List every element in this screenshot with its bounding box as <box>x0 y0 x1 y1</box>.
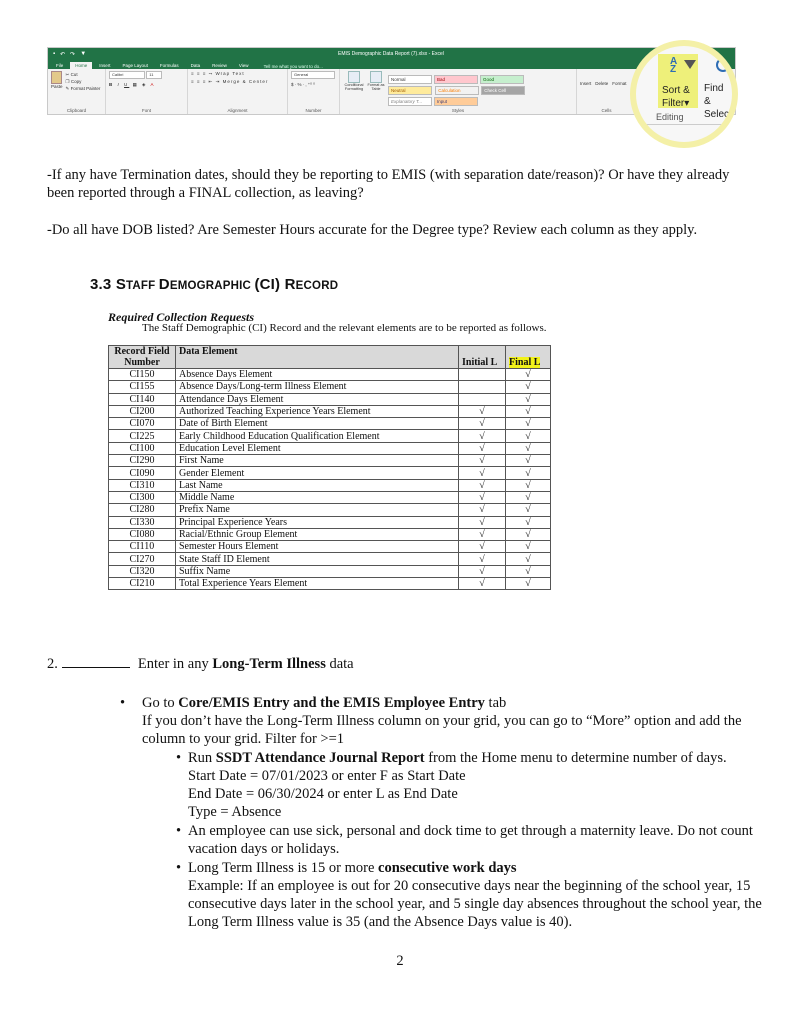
style-normal: Normal <box>388 75 432 84</box>
sub1-text-bold: SSDT Attendance Journal Report <box>215 750 425 766</box>
tab-page-layout: Page Layout <box>122 63 148 68</box>
final-l-cell: √ <box>506 528 551 540</box>
final-l-cell: √ <box>506 430 551 442</box>
initial-l-cell <box>459 381 506 393</box>
final-l-cell: √ <box>506 553 551 565</box>
cells-group <box>577 69 637 114</box>
format-painter-icon: ✎ <box>65 86 70 91</box>
find-magnifier-icon <box>716 58 730 72</box>
font-group <box>106 69 188 114</box>
data-element-cell: Absence Days Element <box>176 369 459 381</box>
col-initial-l: Initial L <box>459 346 506 369</box>
cut-icon: ✂ <box>65 72 70 77</box>
initial-l-cell: √ <box>459 528 506 540</box>
copy-label: Copy <box>70 79 82 84</box>
data-element-cell: Gender Element <box>176 467 459 479</box>
font-format-icons: B I U ▦ ◈ A <box>109 82 156 87</box>
cut-label: Cut <box>70 72 78 77</box>
lens-divider <box>636 124 732 125</box>
record-field-cell: CI070 <box>109 418 176 430</box>
format-painter-label: Format Painter <box>70 86 101 91</box>
initial-l-cell: √ <box>459 467 506 479</box>
cell-styles <box>387 71 567 112</box>
format-as-table-icon <box>370 71 382 83</box>
data-element-cell: Last Name <box>176 479 459 491</box>
table-row <box>109 418 551 430</box>
record-field-cell: CI155 <box>109 381 176 393</box>
final-l-cell: √ <box>506 405 551 417</box>
editing-group-label: Editing <box>656 112 684 122</box>
table-row <box>109 442 551 454</box>
merge-center-label: Merge & Center <box>222 79 269 84</box>
tell-me-box: Tell me what you want to do... <box>263 64 323 69</box>
excel-title-bar <box>48 48 735 60</box>
long-term-illness-example: Example: If an employee is out for 20 consecutive days near the beginning of the school year, 15 consecutive days later in the school year, and 5 single day absences throughout the school year, the Long Term Illness value is 35 (and the Absence Days value is 40). <box>188 878 762 930</box>
undo-icon: ↶ <box>60 51 66 58</box>
number-icons: $ · % · ‚ ⁺⁰ ⁰ <box>291 82 315 87</box>
final-l-cell: √ <box>506 418 551 430</box>
style-good: Good <box>480 75 524 84</box>
table-row <box>109 369 551 381</box>
record-field-cell: CI210 <box>109 578 176 590</box>
data-element-cell: Early Childhood Education Qualification Element <box>176 430 459 442</box>
tab-insert: Insert <box>99 63 111 68</box>
final-l-cell: √ <box>506 442 551 454</box>
data-element-cell: Attendance Days Element <box>176 393 459 405</box>
data-element-cell: Authorized Teaching Experience Years Element <box>176 405 459 417</box>
sub-bullet-dot: • <box>176 823 182 839</box>
paste-label: Paste <box>51 84 63 89</box>
format-as-table <box>365 71 387 112</box>
sub-bullet-attendance-report <box>188 749 788 821</box>
heading-part: EMOGRAPHIC <box>169 280 255 292</box>
initial-l-cell: √ <box>459 405 506 417</box>
initial-l-cell: √ <box>459 553 506 565</box>
initial-l-cell: √ <box>459 578 506 590</box>
filter-funnel-icon <box>684 60 696 69</box>
initial-l-cell: √ <box>459 442 506 454</box>
termination-question: -If any have Termination dates, should they be reporting to EMIS (with separation date/reason)? Or have they already been reported through a FINAL collection, as leaving? <box>47 167 730 201</box>
step-text-end: data <box>325 656 354 672</box>
start-date-line: Start Date = 07/01/2023 or enter F as Start Date <box>188 768 466 784</box>
sub-bullet-dot: • <box>176 750 182 766</box>
table-row <box>109 541 551 553</box>
record-field-cell: CI150 <box>109 369 176 381</box>
heading-part: TAFF <box>126 280 159 292</box>
conditional-formatting <box>343 71 365 112</box>
spec-subheading: Required Collection Requests <box>108 310 255 324</box>
table-row <box>109 578 551 590</box>
table-row <box>109 504 551 516</box>
record-field-cell: CI100 <box>109 442 176 454</box>
data-element-cell: Middle Name <box>176 491 459 503</box>
style-check-cell: Check Cell <box>481 86 525 95</box>
staff-demographic-table <box>108 345 551 590</box>
style-calculation: Calculation <box>435 86 479 95</box>
table-row <box>109 381 551 393</box>
table-header-row <box>109 346 551 369</box>
table-row <box>109 430 551 442</box>
tab-formulas: Formulas <box>159 63 179 68</box>
find-select-button <box>704 82 732 121</box>
initial-l-cell: √ <box>459 516 506 528</box>
sort-filter-button: A Z Sort & Filter▾ <box>658 54 698 108</box>
record-field-cell: CI300 <box>109 491 176 503</box>
record-field-cell: CI290 <box>109 455 176 467</box>
delete-cells-label: Delete <box>595 81 609 86</box>
record-field-cell: CI280 <box>109 504 176 516</box>
initial-l-cell <box>459 369 506 381</box>
data-element-cell: Suffix Name <box>176 565 459 577</box>
font-label: Font <box>141 108 151 113</box>
initial-l-cell: √ <box>459 491 506 503</box>
quick-access-toolbar <box>48 51 86 58</box>
window-title: EMIS Demographic Data Report (7).xlsx - Excel <box>338 51 444 57</box>
data-element-cell: Prefix Name <box>176 504 459 516</box>
data-element-cell: Racial/Ethnic Group Element <box>176 528 459 540</box>
tab-review: Review <box>212 63 227 68</box>
sub-bullet-dot: • <box>176 860 182 876</box>
final-l-cell: √ <box>506 541 551 553</box>
table-row <box>109 405 551 417</box>
styles-label: Styles <box>451 108 465 113</box>
clipboard-label: Clipboard <box>66 108 87 113</box>
heading-part: S <box>115 276 127 293</box>
final-l-cell: √ <box>506 455 551 467</box>
step-number: 2. <box>47 656 58 672</box>
bullet-text-end: tab <box>484 695 507 711</box>
record-field-cell: CI225 <box>109 430 176 442</box>
step-2 <box>47 655 354 673</box>
bullet-dot: • <box>120 695 126 711</box>
bullet-text-bold: Core/EMIS Entry and the EMIS Employee Entry <box>178 695 485 711</box>
final-l-cell: √ <box>506 369 551 381</box>
heading-part: (CI) <box>254 276 285 293</box>
spec-description: The Staff Demographic (CI) Record and the relevant elements are to be reported as follows. <box>142 322 547 334</box>
editing-zoom-lens <box>630 40 738 148</box>
style-bad: Bad <box>434 75 478 84</box>
data-element-cell: Date of Birth Element <box>176 418 459 430</box>
final-l-cell: √ <box>506 491 551 503</box>
heading-part: D <box>158 276 170 293</box>
tab-data: Data <box>190 63 201 68</box>
initial-l-cell: √ <box>459 418 506 430</box>
heading-part: R <box>284 276 296 293</box>
col-final-l <box>506 346 551 369</box>
step-text-bold: Long-Term Illness <box>212 656 326 672</box>
initial-l-cell: √ <box>459 430 506 442</box>
record-field-cell: CI270 <box>109 553 176 565</box>
table-row <box>109 491 551 503</box>
tab-file: File <box>56 63 64 68</box>
table-row <box>109 516 551 528</box>
initial-l-cell <box>459 393 506 405</box>
data-element-cell: State Staff ID Element <box>176 553 459 565</box>
final-l-cell: √ <box>506 467 551 479</box>
heading-number: 3.3 <box>90 276 116 293</box>
filter-icon: ▼ <box>80 50 87 57</box>
table-row <box>109 528 551 540</box>
final-l-cell: √ <box>506 393 551 405</box>
final-l-cell: √ <box>506 516 551 528</box>
table-row <box>109 455 551 467</box>
redo-icon: ↷ <box>70 51 76 58</box>
number-label: Number <box>305 108 322 113</box>
sub1-text-end: from the Home menu to determine number of days. <box>424 750 727 766</box>
data-element-cell: Absence Days/Long-term Illness Element <box>176 381 459 393</box>
sub3-text: Long Term Illness is 15 or more <box>188 860 379 876</box>
bullet-core-emis <box>142 694 782 748</box>
tab-home: Home <box>70 62 92 69</box>
col-data-element: Data Element <box>176 346 459 369</box>
style-input: Input <box>434 97 478 106</box>
final-l-highlight: Final L <box>509 357 541 368</box>
step-text: Enter in any <box>137 656 213 672</box>
initial-l-cell: √ <box>459 479 506 491</box>
sub-bullet-long-term-illness <box>188 859 783 931</box>
table-row <box>109 393 551 405</box>
initial-l-cell: √ <box>459 455 506 467</box>
spec-section-heading <box>90 276 338 293</box>
col-record-field: Record Field Number <box>109 346 176 369</box>
bullet-text: Go to <box>142 695 179 711</box>
record-field-cell: CI320 <box>109 565 176 577</box>
data-element-cell: Principal Experience Years <box>176 516 459 528</box>
clipboard-group <box>48 69 106 114</box>
sub-bullet-maternity: An employee can use sick, personal and dock time to get through a maternity leave. Do not count vacation days or holidays. <box>188 823 753 857</box>
record-field-cell: CI080 <box>109 528 176 540</box>
font-size-box: 11 <box>146 71 162 79</box>
end-date-line: End Date = 06/30/2024 or enter L as End Date <box>188 786 458 802</box>
sub1-text: Run <box>188 750 216 766</box>
record-field-cell: CI140 <box>109 393 176 405</box>
insert-cells-label: Insert <box>580 81 592 86</box>
styles-group <box>340 69 577 114</box>
alignment-group <box>188 69 288 114</box>
wrap-text-label: Wrap Text <box>215 71 245 76</box>
filter-label: Filter <box>662 98 685 109</box>
table-row <box>109 565 551 577</box>
format-cells-label: Format <box>612 81 627 86</box>
paste-icon <box>51 71 62 84</box>
final-l-cell: √ <box>506 479 551 491</box>
number-format-box: General <box>291 71 335 79</box>
page-number: 2 <box>396 953 404 969</box>
final-l-cell: √ <box>506 381 551 393</box>
font-name-box: Calibri <box>109 71 145 79</box>
data-element-cell: Semester Hours Element <box>176 541 459 553</box>
checkoff-blank <box>62 655 130 668</box>
record-field-cell: CI310 <box>109 479 176 491</box>
data-element-cell: Education Level Element <box>176 442 459 454</box>
conditional-formatting-label: Conditional Formatting <box>344 83 364 91</box>
align-icons-2: ≡ ≡ ≡ ⇤ ⇥ Merge & Center <box>191 79 269 84</box>
conditional-formatting-icon <box>348 71 360 83</box>
ribbon-tabs <box>48 60 735 69</box>
final-l-cell: √ <box>506 565 551 577</box>
sort-az-icon: A Z <box>670 56 678 75</box>
select-label: Select <box>704 109 732 120</box>
number-group <box>288 69 340 114</box>
type-line: Type = Absence <box>188 804 282 820</box>
record-field-cell: CI110 <box>109 541 176 553</box>
style-explanatory: Explanatory T... <box>388 97 432 106</box>
format-as-table-label: Format as Table <box>367 83 385 91</box>
copy-icon: ❐ <box>65 79 70 84</box>
record-field-cell: CI330 <box>109 516 176 528</box>
cells-label: Cells <box>601 108 612 113</box>
save-icon: ▪ <box>53 50 56 57</box>
tab-view: View <box>238 63 249 68</box>
record-field-cell: CI200 <box>109 405 176 417</box>
final-l-cell: √ <box>506 578 551 590</box>
table-row <box>109 553 551 565</box>
data-element-cell: Total Experience Years Element <box>176 578 459 590</box>
dob-question: -Do all have DOB listed? Are Semester Hours accurate for the Degree type? Review each column as they apply. <box>47 222 698 238</box>
table-row <box>109 479 551 491</box>
record-field-cell: CI090 <box>109 467 176 479</box>
sub3-text-bold: consecutive work days <box>378 860 517 876</box>
initial-l-cell: √ <box>459 565 506 577</box>
final-l-cell: √ <box>506 504 551 516</box>
alignment-label: Alignment <box>227 108 248 113</box>
initial-l-cell: √ <box>459 541 506 553</box>
initial-l-cell: √ <box>459 504 506 516</box>
sort-label: Sort & <box>662 85 690 96</box>
bullet-instructions: If you don’t have the Long-Term Illness column on your grid, you can go to “More” option and add the column to your grid. Filter for >=1 <box>142 713 742 747</box>
find-label: Find & <box>704 83 724 107</box>
table-row <box>109 467 551 479</box>
heading-part: ECORD <box>295 280 339 292</box>
data-element-cell: First Name <box>176 455 459 467</box>
align-icons: ≡ ≡ ≡ ⤳ Wrap Text <box>191 71 245 76</box>
style-neutral: Neutral <box>388 86 432 95</box>
